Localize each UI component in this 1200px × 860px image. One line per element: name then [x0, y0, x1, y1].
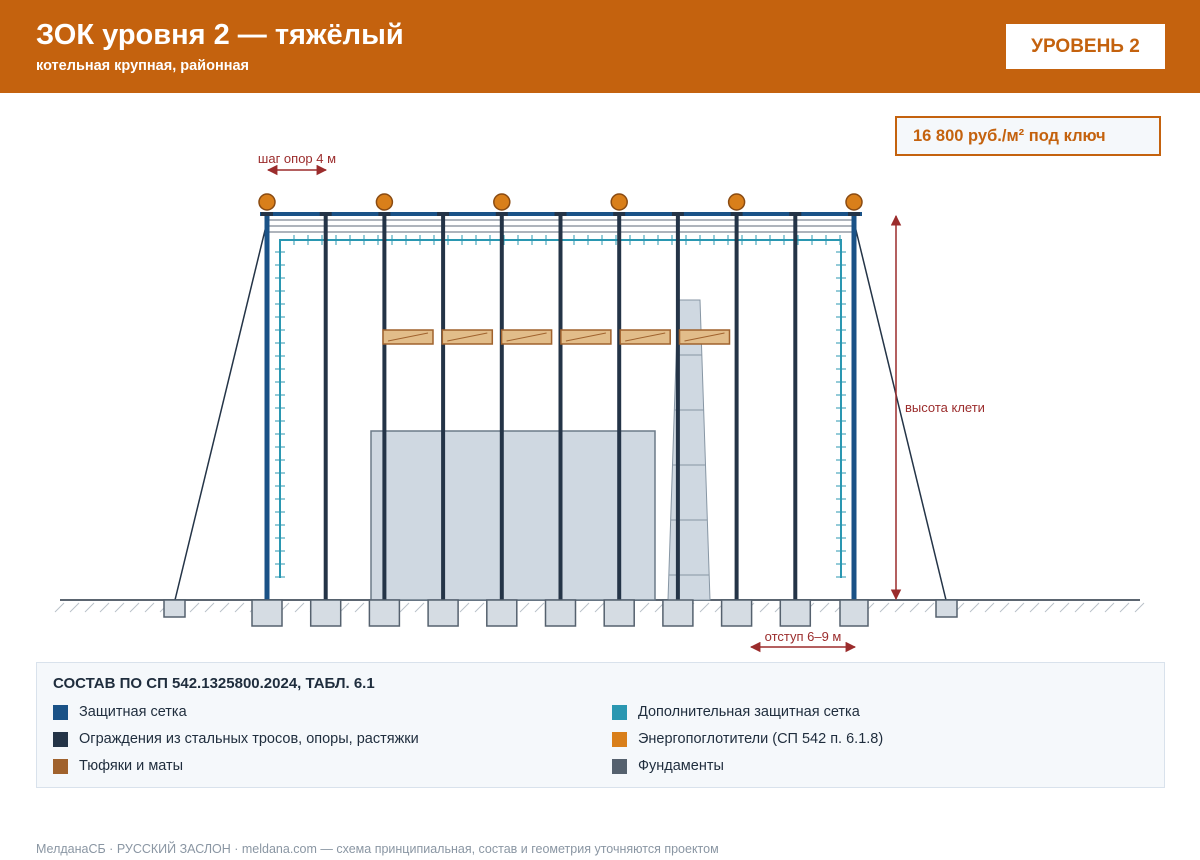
hatch-mark [295, 603, 304, 612]
foundation [840, 600, 868, 626]
offset-label: отступ 6–9 м [764, 629, 842, 644]
anchor-foundation-right [936, 600, 957, 617]
legend-item [612, 730, 883, 748]
ground-hatch [55, 603, 1144, 612]
legend-swatch [53, 705, 68, 720]
hatch-mark [595, 603, 604, 612]
hatch-mark [520, 603, 529, 612]
legend-swatch [53, 759, 68, 774]
level-badge: УРОВЕНЬ 2 [1006, 24, 1165, 69]
foundation [369, 600, 399, 626]
support-cap [613, 212, 625, 216]
legend-label: Защитная сетка [79, 704, 187, 720]
hatch-mark [910, 603, 919, 612]
energy-absorber [611, 194, 627, 210]
support-cap [320, 212, 332, 216]
foundations [164, 600, 957, 626]
legend-title: СОСТАВ ПО СП 542.1325800.2024, ТАБЛ. 6.1 [53, 675, 375, 692]
legend-swatch [612, 705, 627, 720]
energy-absorber [259, 194, 275, 210]
supports [261, 212, 860, 600]
support-pitch-label: шаг опор 4 м [257, 151, 337, 166]
hatch-mark [1075, 603, 1084, 612]
hatch-mark [1135, 603, 1144, 612]
hatch-mark [460, 603, 469, 612]
foundation [722, 600, 752, 626]
chimney-body [668, 300, 710, 600]
foundation [311, 600, 341, 626]
hatch-mark [1045, 603, 1054, 612]
support-cap [261, 212, 273, 216]
composition-legend [36, 662, 1165, 788]
hatch-mark [1090, 603, 1099, 612]
legend-item [53, 703, 187, 721]
legend-item [612, 757, 724, 775]
hatch-mark [115, 603, 124, 612]
hatch-mark [760, 603, 769, 612]
hatch-mark [1000, 603, 1009, 612]
page-title: ЗОК уровня 2 — тяжёлый [36, 19, 404, 51]
legend-label: Тюфяки и маты [79, 758, 184, 774]
foundation [546, 600, 576, 626]
foundation [252, 600, 282, 626]
foundation [780, 600, 810, 626]
chimney [668, 300, 710, 600]
hatch-mark [820, 603, 829, 612]
legend-label: Ограждения из стальных тросов, опоры, растяжки [79, 731, 419, 747]
hatch-mark [400, 603, 409, 612]
energy-absorber [494, 194, 510, 210]
energy-absorber [376, 194, 392, 210]
legend-swatch [612, 732, 627, 747]
foundation [663, 600, 693, 626]
legend-item [53, 757, 183, 775]
hatch-mark [985, 603, 994, 612]
hatch-mark [55, 603, 64, 612]
support-cap [848, 212, 860, 216]
hatch-mark [1105, 603, 1114, 612]
support-cap [496, 212, 508, 216]
support-cap [789, 212, 801, 216]
hatch-mark [220, 603, 229, 612]
hatch-mark [895, 603, 904, 612]
hatch-mark [925, 603, 934, 612]
foundation [428, 600, 458, 626]
hatch-mark [145, 603, 154, 612]
hatch-mark [475, 603, 484, 612]
hatch-mark [580, 603, 589, 612]
hatch-mark [1030, 603, 1039, 612]
hatch-mark [190, 603, 199, 612]
energy-absorber [846, 194, 862, 210]
hatch-mark [235, 603, 244, 612]
energy-absorber [729, 194, 745, 210]
support-cap [672, 212, 684, 216]
foundation [604, 600, 634, 626]
legend-item [53, 730, 419, 748]
hatch-mark [70, 603, 79, 612]
hatch-mark [640, 603, 649, 612]
legend-swatch [612, 759, 627, 774]
hatch-mark [100, 603, 109, 612]
hatch-mark [880, 603, 889, 612]
foundation [487, 600, 517, 626]
hatch-mark [1015, 603, 1024, 612]
support-cap [555, 212, 567, 216]
hatch-mark [130, 603, 139, 612]
cage-height-label: высота клети [905, 400, 985, 415]
footer-note: МелданаСБ · РУССКИЙ ЗАСЛОН · meldana.com — схема принципиальная, состав и геометрия уточняются проектом [36, 842, 719, 856]
page-subtitle: котельная крупная, районная [36, 58, 249, 74]
hatch-mark [1060, 603, 1069, 612]
hatch-mark [85, 603, 94, 612]
hatch-mark [205, 603, 214, 612]
building [371, 431, 655, 600]
support-cap [731, 212, 743, 216]
price-label: 16 800 руб./м² под ключ [913, 126, 1106, 145]
support-cap [437, 212, 449, 216]
hatch-mark [355, 603, 364, 612]
legend-label: Энергопоглотители (СП 542 п. 6.1.8) [638, 731, 884, 747]
hatch-mark [970, 603, 979, 612]
hatch-mark [1120, 603, 1129, 612]
legend-swatch [53, 732, 68, 747]
energy-absorbers [259, 194, 862, 210]
legend-label: Дополнительная защитная сетка [638, 704, 860, 720]
guy-wire-left [175, 222, 267, 600]
hatch-mark [415, 603, 424, 612]
support-cap [378, 212, 390, 216]
hatch-mark [700, 603, 709, 612]
legend-item [612, 703, 860, 721]
anchor-foundation-left [164, 600, 185, 617]
legend-label: Фундаменты [638, 758, 724, 774]
hatch-mark [535, 603, 544, 612]
